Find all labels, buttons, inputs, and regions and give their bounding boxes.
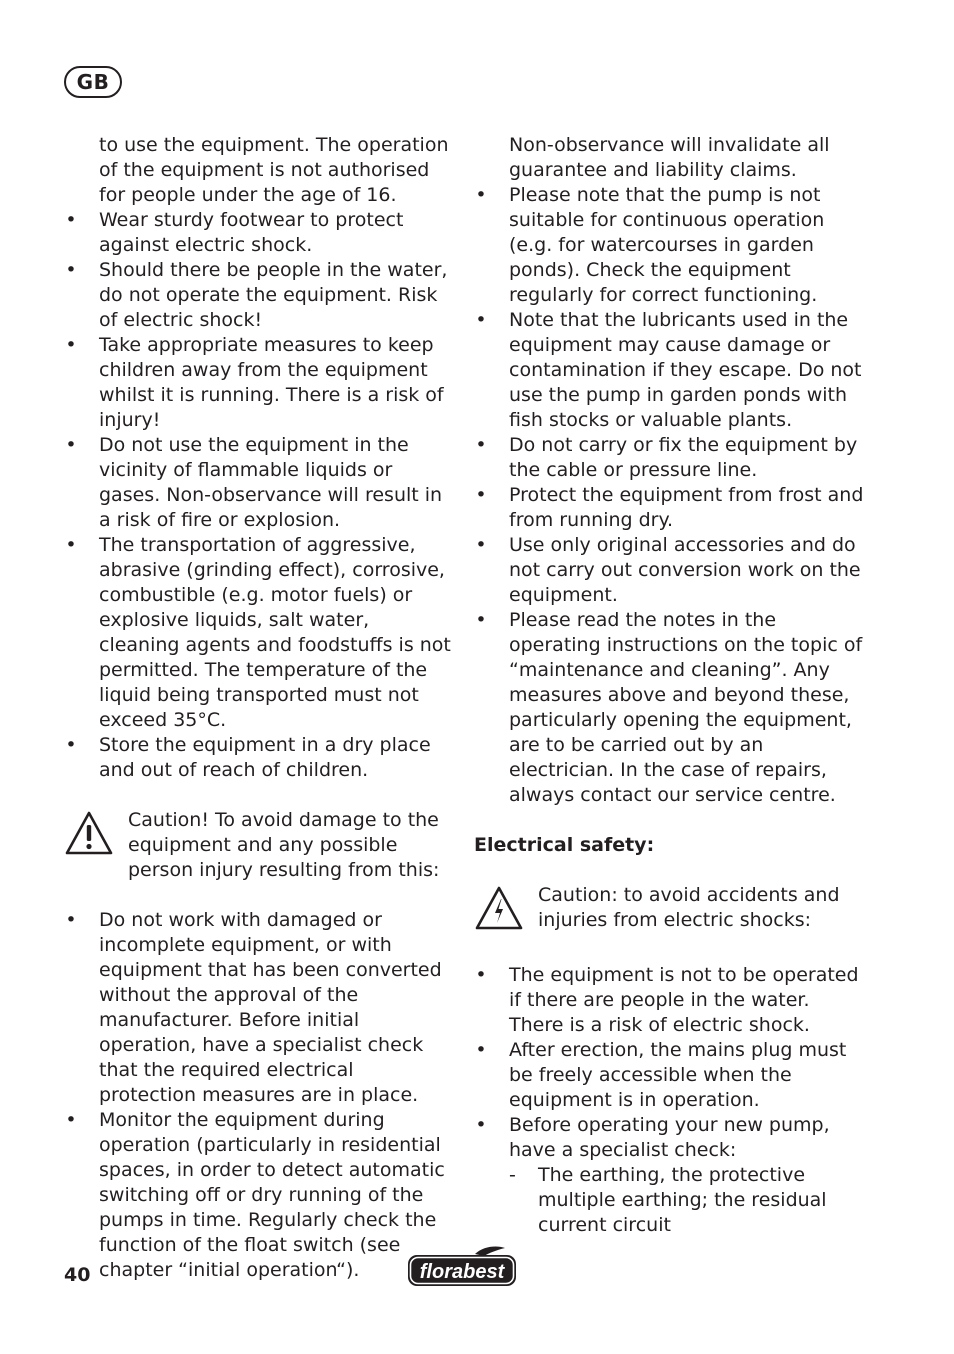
caution-text: Caution: to avoid accidents and injuries from electric shocks: — [538, 884, 840, 931]
list-item: • Before operating your new pump, have a specialist check: — [475, 1114, 830, 1161]
list-item: • Please read the notes in the operating instructions on the topic of “maintenance and cleaning”. Any measures above and beyond these, particularly opening the equipment, are to be carried out by an electrician. In the case of repairs, always contact our service centre. — [475, 609, 863, 806]
list-item: • The equipment is not to be operated if there are people in the water. There is a risk of electric shock. — [475, 964, 859, 1036]
list-item: • Note that the lubricants used in the equipment may cause damage or contamination if they escape. Do not use the pump in garden ponds with fish stocks or valuable plants. — [475, 309, 862, 431]
bullet-icon: • — [65, 534, 77, 556]
list-item: • After erection, the mains plug must be freely accessible when the equipment is in operation. — [475, 1039, 847, 1111]
list-item: • Wear sturdy footwear to protect against electric shock. — [65, 209, 404, 256]
list-item: • Do not carry or fix the equipment by the cable or pressure line. — [475, 434, 858, 481]
warning-triangle-icon — [64, 808, 128, 883]
caution-text: Caution! To avoid damage to the equipment and any possible person injury resulting from this: — [128, 809, 440, 881]
list-item: • Do not use the equipment in the vicinity of flammable liquids or gases. Non-observance will result in a risk of fire or explosion. — [65, 434, 443, 531]
bullet-icon: • — [65, 334, 77, 356]
bullet-icon: • — [65, 734, 77, 756]
bullet-icon: • — [475, 609, 487, 631]
list-item: • Monitor the equipment during operation (particularly in residential spaces, in order to detect automatic switching off or dry running of the pumps in time. Regularly check the function of the float switch (see chapter “initial operation“). — [65, 1109, 445, 1281]
list-item: • Use only original accessories and do not carry out conversion work on the equipment. — [475, 534, 861, 606]
section-heading: Electrical safety: — [474, 834, 655, 856]
electric-hazard-icon — [474, 883, 538, 938]
bullet-icon: • — [65, 1109, 77, 1131]
bullet-icon: • — [475, 964, 487, 986]
left-column — [64, 133, 454, 1283]
right-column — [474, 133, 866, 1238]
bullet-icon: • — [475, 534, 487, 556]
language-badge: GB — [64, 66, 122, 98]
list-item: • Should there be people in the water, do not operate the equipment. Risk of electric shock! — [65, 259, 448, 331]
logo-wordmark: florabest — [419, 1261, 505, 1283]
caution-note — [64, 808, 454, 883]
bullet-icon: • — [65, 909, 77, 931]
dash-list-item: - The earthing, the protective multiple earthing; the residual current circuit — [509, 1164, 827, 1236]
dash-icon: - — [509, 1164, 516, 1186]
caution-note — [474, 883, 866, 938]
continuation-text: Non-observance will invalidate all guarantee and liability claims. — [509, 134, 830, 181]
list-item: • The transportation of aggressive, abrasive (grinding effect), corrosive, combustible (e.g. motor fuels) or explosive liquids, salt water, cleaning agents and foodstuffs is not permitted. The temperature of the liquid being transported must not exceed 35°C. — [65, 534, 451, 731]
bullet-icon: • — [475, 309, 487, 331]
bullet-icon: • — [475, 184, 487, 206]
bullet-icon: • — [475, 434, 487, 456]
list-item: • Take appropriate measures to keep children away from the equipment whilst it is running. There is a risk of injury! — [65, 334, 444, 431]
florabest-logo — [405, 1244, 519, 1290]
bullet-icon: • — [65, 259, 77, 281]
bullet-icon: • — [475, 1039, 487, 1061]
list-item: • Store the equipment in a dry place and out of reach of children. — [65, 734, 431, 781]
bullet-icon: • — [65, 434, 77, 456]
list-item: • Do not work with damaged or incomplete equipment, or with equipment that has been converted without the approval of the manufacturer. Before initial operation, have a specialist check that the required electrical protection measures are in place. — [65, 909, 442, 1106]
list-item: • Protect the equipment from frost and from running dry. — [475, 484, 864, 531]
bullet-icon: • — [475, 484, 487, 506]
bullet-icon: • — [65, 209, 77, 231]
list-item: • Please note that the pump is not suitable for continuous operation (e.g. for watercourses in garden ponds). Check the equipment regularly for correct functioning. — [475, 184, 825, 306]
continuation-text: to use the equipment. The operation of the equipment is not authorised for people under the age of 16. — [99, 134, 449, 206]
bullet-icon: • — [475, 1114, 487, 1136]
page-number: 40 — [64, 1264, 91, 1286]
